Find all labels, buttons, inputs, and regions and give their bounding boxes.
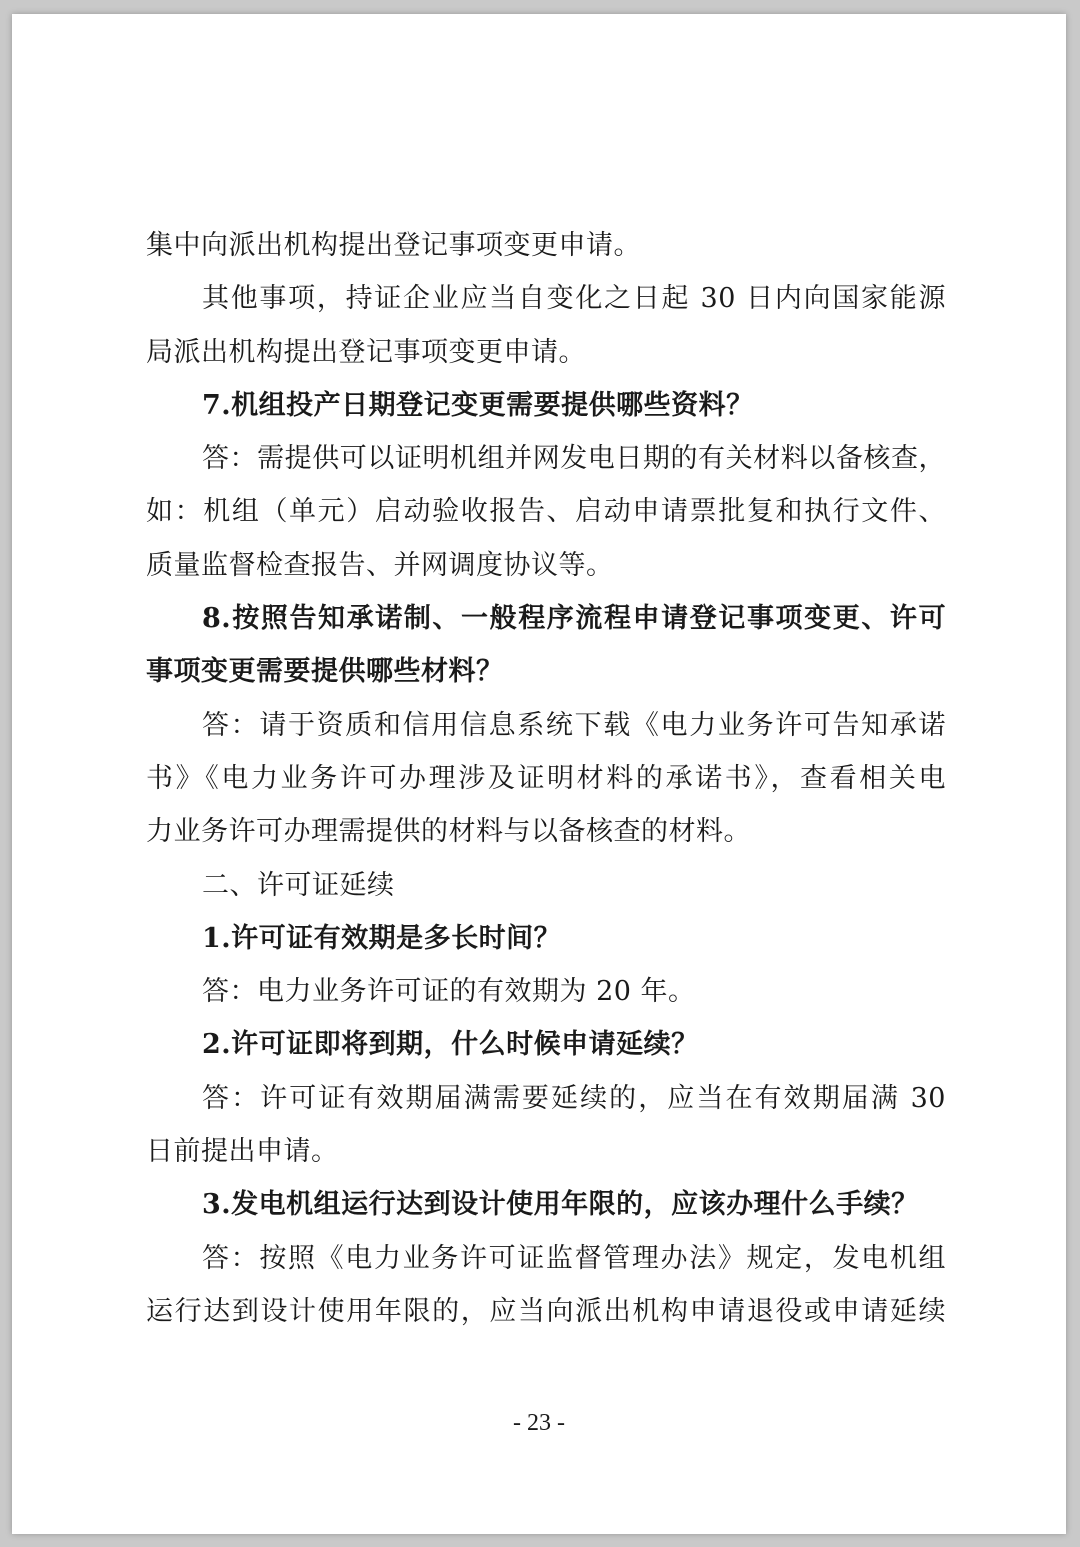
answer-line: 答：按照《电力业务许可证监督管理办法》规定，发电机组 [202, 1242, 946, 1274]
text-line: 集中向派出机构提出登记事项变更申请。 [146, 230, 641, 261]
question-heading: 8.按照告知承诺制、一般程序流程申请登记事项变更、许可 [202, 603, 946, 635]
question-heading: 1.许可证有效期是多长时间？ [202, 922, 562, 954]
question-heading: 3.发电机组运行达到设计使用年限的，应该办理什么手续？ [202, 1189, 919, 1221]
answer-line: 答：电力业务许可证的有效期为 20 年。 [202, 976, 696, 1008]
answer-line: 质量监督检查报告、并网调度协议等。 [146, 549, 614, 581]
page-body [146, 219, 946, 1338]
page-number: - 23 - [513, 1410, 565, 1436]
answer-line: 如：机组（单元）启动验收报告、启动申请票批复和执行文件、 [146, 496, 946, 528]
document-page [12, 14, 1066, 1534]
answer-line: 书》《电力业务许可办理涉及证明材料的承诺书》，查看相关电 [146, 762, 946, 794]
question-heading: 7.机组投产日期登记变更需要提供哪些资料？ [202, 389, 754, 421]
answer-line: 日前提出申请。 [146, 1136, 339, 1168]
section-heading: 二、许可证延续 [202, 869, 395, 901]
answer-line: 运行达到设计使用年限的，应当向派出机构申请退役或申请延续 [146, 1295, 946, 1327]
question-heading: 事项变更需要提供哪些材料？ [146, 656, 504, 688]
answer-line: 力业务许可办理需提供的材料与以备核查的材料。 [146, 816, 751, 848]
question-heading: 2.许可证即将到期，什么时候申请延续？ [202, 1029, 699, 1061]
text-line: 局派出机构提出登记事项变更申请。 [146, 336, 586, 368]
answer-line: 答：需提供可以证明机组并网发电日期的有关材料以备核查， [202, 443, 946, 475]
text-line: 其他事项，持证企业应当自变化之日起 30 日内向国家能源 [202, 283, 946, 315]
answer-line: 答：许可证有效期届满需要延续的，应当在有效期届满 30 [202, 1082, 946, 1114]
answer-line: 答：请于资质和信用信息系统下载《电力业务许可告知承诺 [202, 709, 946, 741]
